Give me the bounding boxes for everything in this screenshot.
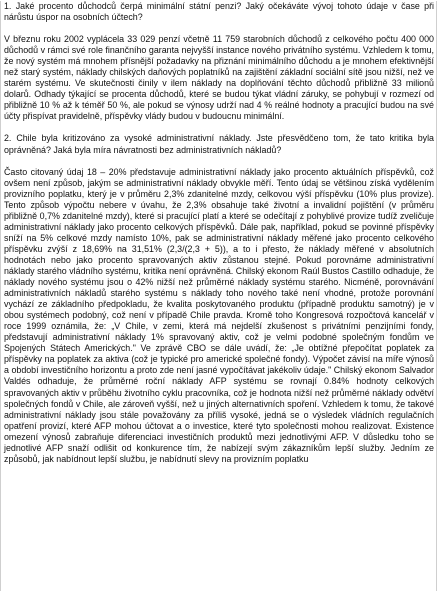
paragraph-gap <box>4 122 434 133</box>
paragraph-gap <box>4 156 434 167</box>
answer-2: Často citovaný údaj 18 – 20% představuje administrativní náklady jako procento aktuálních příspěvků, což ovšem není způsob, jakým se administrativní náklady obvykle měří. Tento údaj se většinou získá vydělením provizního poplatku, který je v průměru 2,3% zdanitelné mzdy, celkovou výší příspěvku (10% plus provize). Tento způsob výpočtu nebere v úvahu, že 2,3% obsahuje také životní a invalidní pojištění (v průměru přibližně 0,7% zdanitelné mzdy), které si pracující platí a které se odečítají z pohyblivé provize tudíž zveličuje administrativní náklady jako procento celkových příspěvků. Dále pak, například, pokud se povinné příspěvky sníží na 5% celkové mzdy namísto 10%, pak se administrativní náklady měřené jako procento celkového příspěvku zvýší z 18,69% na 31,51% (2,3/(2,3 + 5)), a to i přesto, že náklady měřené v absolutních hodnotách nebo jako procento spravovaných aktiv zůstanou stejné. Pokud porovnáme administrativní náklady starého vládního systému, kritika není oprávněná. Chilský ekonom Raúl Bustos Castillo odhaduje, že náklady nového systému jsou o 42% nižší než průměrné náklady systému starého. Nicméně, porovnávání administrativních nákladů starého systému s náklady toho nového také není vhodné, protože porovnání vychází ze základního předpokladu, že kvalita poskytovaného produktu (případně produktu samotný) je v obou systémech podobný, což není v případě Chile pravda. Kromě toho Kongresová rozpočtová kancelář v roce 1999 oznámila, že: „V Chile, v zemi, která má nejdelší zkušenost s privátními penzijními fondy, představují administrativní náklady 1% spravovaný aktiv, což je velmi podobné společným fondům ve Spojených Státech Amerických." Ve zprávě CBO se dále uvádí, že: „Je obtížné přepočítat poplatek za příspěvky na poplatek za aktiva (což je typické pro americké společné fondy). Výpočet závisí na míře výnosů a období investičního horizontu a proto zde není jasné vypočítávat jakékoliv údaje." Chilský ekonom Salvador Valdés odhaduje, že průměrné roční náklady AFP systému se rovnají 0.84% hodnoty celkových spravovaných aktiv v průběhu životního cyklu pracovníka, což je hodnota nižší než průměrné náklady odvětví společných fondů v Chile, ale zároveň vyšší, než u jiných alternativních spoření. Vzhledem k tomu, že takové administrativní náklady jsou stále považovány za příliš vysoké, jedná se o výsledek vládních regulačních opatření provizí, které AFP mohou účtovat a o investice, které tyto společnosti mohou realizovat. Existence omezení výnosů zabraňuje diferenciaci investičních produktů mezi jednotlivými AFP. V důsledku toho se jednotlivé AFP snaží odlišit od konkurence tím, že nabízejí svým zákazníkům lepší služby. Jedním ze způsobů, jak nabídnout lepší službu, je nabídnutí slevy na provizním poplatku <box>4 166 434 464</box>
paragraph-gap <box>4 23 434 34</box>
document-page <box>0 1 437 591</box>
question-1: 1. Jaké procento důchodců čerpá minimální státní penzi? Jaký očekáváte vývoj tohoto údaje v čase při nárůstu úspor na osobních účtech? <box>4 1 434 23</box>
answer-1: V březnu roku 2002 vyplácela 33 029 penzí včetně 11 759 starobních důchodů z celkového počtu 400 000 důchodů v rámci své role finančního garanta nejvyšší instance nového privátního systému. Vzhledem k tomu, že nový systém má mnohem přísnější požadavky na přiznání minimálního důchodu a je mnohem efektivnější než starý systém, náklady chilských daňových poplatníků na zajištění základní sociální sítě jsou nižší, než ve starém systému. Ve skutečnosti činily v ilem náklady na doplňování těchto důchodů přibližně 33 milionů dolarů. Odhady týkající se procenta důchodů, které se budou týkat vládní záruky, se pohybují v rozmezí od přibližně 10 % až k téměř 50 %, ale pokud se výnosy udrží nad 4 % reálné hodnoty a pracující budou na své účty přispívat pravidelně, příspěvky vlády budou v budoucnu minimální. <box>4 34 434 122</box>
question-2: 2. Chile byla kritizováno za vysoké administrativní náklady. Jste přesvědčeno tom, že tato kritika byla oprávněná? Jaká byla míra návratnosti bez administrativních nákladů? <box>4 133 434 155</box>
